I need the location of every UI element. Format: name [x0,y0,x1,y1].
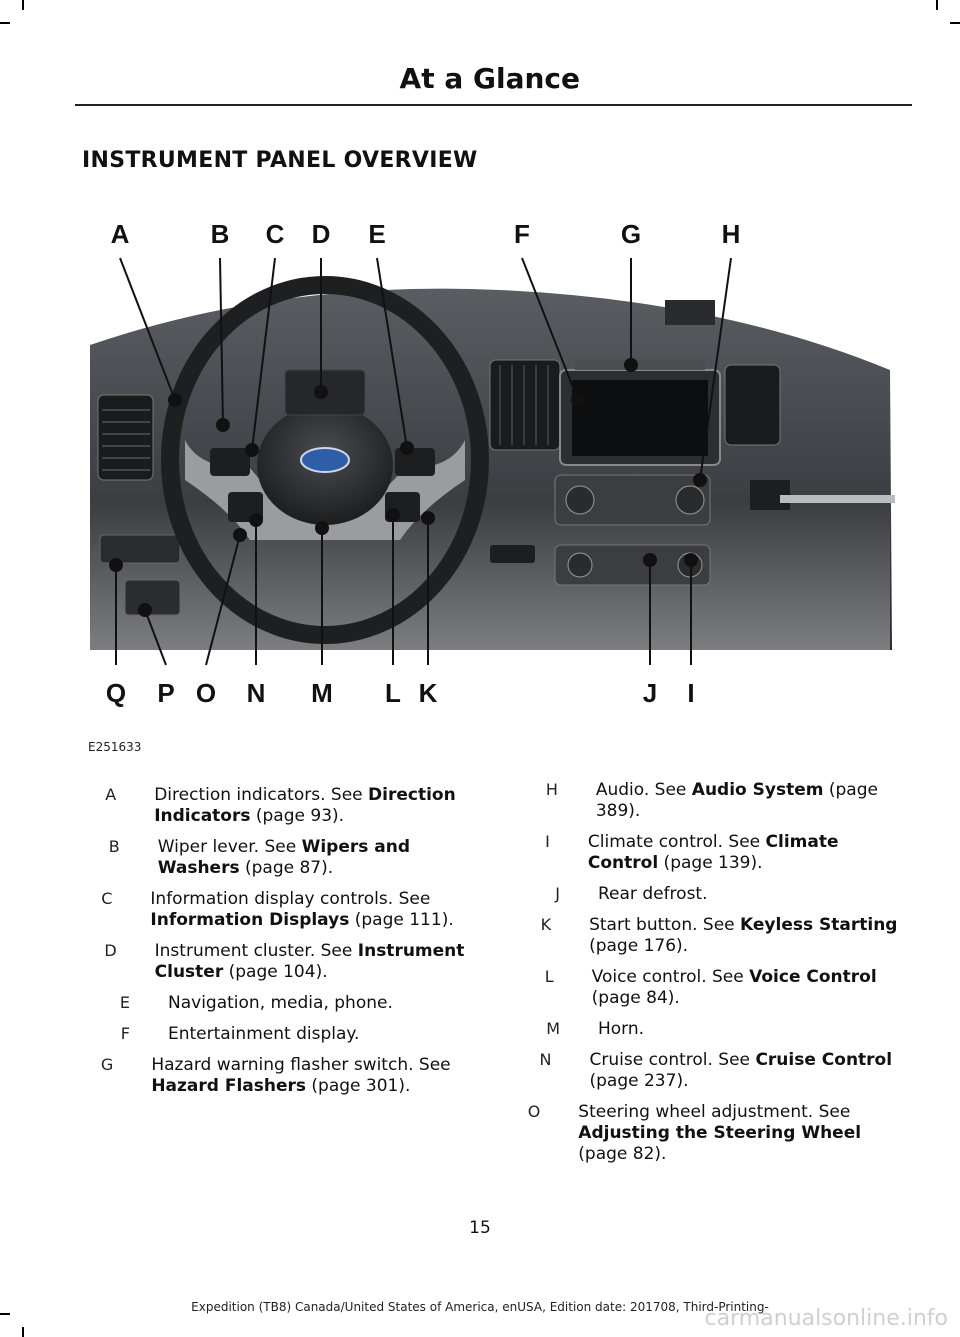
legend-text: Horn. [598,1019,645,1039]
legend-key: E [119,993,130,1012]
watermark: carmanualsonline.info [704,1306,948,1331]
page-reference: (page 84). [591,988,680,1008]
cross-reference-link[interactable]: Instrument Cluster [154,941,465,982]
legend-description [168,1024,359,1045]
left-wheel-controls [210,448,250,476]
callout-label: G [620,219,642,249]
legend-text: Navigation, media, phone. [168,993,393,1013]
legend-key: H [545,780,558,799]
legend-description [596,780,910,822]
hazard-button-row [575,360,705,370]
page-number: 15 [469,1218,491,1238]
legend-right [520,780,910,1175]
legend-text: Rear defrost. [598,884,708,904]
legend-key: L [544,967,554,986]
legend-item [90,785,480,827]
legend-text: Instrument cluster. See [154,941,358,961]
cross-reference-link[interactable]: Cruise Control [755,1050,893,1070]
legend-item [90,889,480,931]
headlamp-switch [100,535,180,563]
callout-label: P [157,678,175,708]
cross-reference-link[interactable]: Wipers and Washers [157,837,411,878]
legend-description [155,941,480,983]
cross-reference-link[interactable]: Audio System [691,780,824,800]
legend-key: F [120,1024,130,1043]
legend-key: B [108,837,120,856]
legend-description [150,889,480,931]
top-display-pod [665,300,715,325]
crop-mark [936,0,938,10]
legend-left [90,785,480,1107]
legend-description [589,915,910,957]
cross-reference-link[interactable]: Hazard Flashers [151,1076,307,1096]
legend-item [90,941,480,983]
page-reference: (page 93). [250,806,345,826]
center-right-vent [725,365,780,445]
callout-label: M [311,678,333,708]
callout-label: L [385,678,401,708]
legend-description [592,967,910,1009]
legend-key: M [546,1019,560,1038]
page-reference: (page 237). [589,1071,689,1091]
legend-description [598,1019,644,1040]
callout-label: I [687,678,695,708]
callout-label: E [368,219,386,249]
legend-description [158,837,480,879]
callout-label: F [514,219,530,249]
left-vent [98,395,153,480]
figure-id: E251633 [88,740,142,754]
page-reference: (page 111). [349,910,454,930]
legend-item [520,1050,910,1092]
section-title: INSTRUMENT PANEL OVERVIEW [82,148,478,173]
page-reference: (page 82). [578,1144,667,1164]
dashboard-illustration [80,210,910,725]
legend-text: Wiper lever. See [157,837,302,857]
page-reference: (page 87). [239,858,334,878]
crop-mark [22,1327,24,1337]
legend-key: N [539,1050,552,1069]
right-wheel-controls [395,448,435,476]
callout-label: B [210,219,230,249]
cross-reference-link[interactable]: Information Displays [150,910,350,930]
cross-reference-link[interactable]: Direction Indicators [154,785,456,826]
trim-strip [780,495,895,503]
legend-item [90,837,480,879]
page-header-title: At a Glance [399,62,580,95]
legend-item [520,780,910,822]
page-reference: (page 139). [658,853,763,873]
legend-item [520,967,910,1009]
legend-text: Information display controls. See [150,889,431,909]
crop-mark [950,22,960,24]
legend-text: Voice control. See [591,967,750,987]
instrument-panel-figure [80,210,910,725]
legend-item [520,915,910,957]
callout-label: D [311,219,331,249]
page-reference: (page 389). [595,780,878,821]
legend-description [151,1055,480,1097]
legend-key: G [100,1055,114,1074]
legend-item [520,1102,910,1165]
legend-key: D [104,941,117,960]
legend-text: Hazard warning flasher switch. See [151,1055,451,1075]
legend-description [590,1050,911,1092]
legend-text: Audio. See [595,780,692,800]
lower-switch [125,580,180,615]
callout-label: O [195,678,217,708]
legend-key: J [555,884,560,903]
legend-item [520,1019,910,1040]
callout-label: K [418,678,438,708]
ford-logo-icon [301,448,349,472]
legend-key: O [527,1102,541,1121]
legend-text: Entertainment display. [168,1024,360,1044]
callout-label: C [265,219,285,249]
cross-reference-link[interactable]: Climate Control [587,832,839,873]
callout-label: A [110,219,130,249]
legend-key: C [101,889,113,908]
callout-label: N [246,678,266,708]
callout-label: Q [105,678,127,708]
legend-text: Direction indicators. See [154,785,369,805]
crop-mark [22,0,24,10]
legend-text: Start button. See [589,915,741,935]
legend-item [90,1024,480,1045]
legend-item [520,832,910,874]
callout-label: J [642,678,658,708]
cross-reference-link[interactable]: Adjusting the Steering Wheel [578,1123,862,1143]
legend-description [598,884,708,905]
legend-description [154,785,480,827]
page-reference: (page 301). [306,1076,411,1096]
legend-key: I [545,832,550,851]
page-reference: (page 104). [223,962,328,982]
legend-text: Steering wheel adjustment. See [578,1102,851,1122]
crop-mark [0,22,10,24]
legend-text: Climate control. See [587,832,766,852]
cross-reference-link[interactable]: Voice Control [749,967,877,987]
legend-text: Cruise control. See [589,1050,756,1070]
legend-description [168,993,393,1014]
legend-item [520,884,910,905]
page-reference: (page 176). [589,936,689,956]
legend-key: K [540,915,552,934]
legend-key: A [105,785,117,804]
callout-label: H [721,219,741,249]
legend-description [588,832,910,874]
legend-item [90,993,480,1014]
cross-reference-link[interactable]: Keyless Starting [740,915,898,935]
legend-item [90,1055,480,1097]
page-footer: Expedition (TB8) Canada/United States of America, enUSA, Edition date: 201708, Third-Printing- [191,1300,769,1314]
header-rule [75,104,912,106]
legend-description [578,1102,910,1165]
